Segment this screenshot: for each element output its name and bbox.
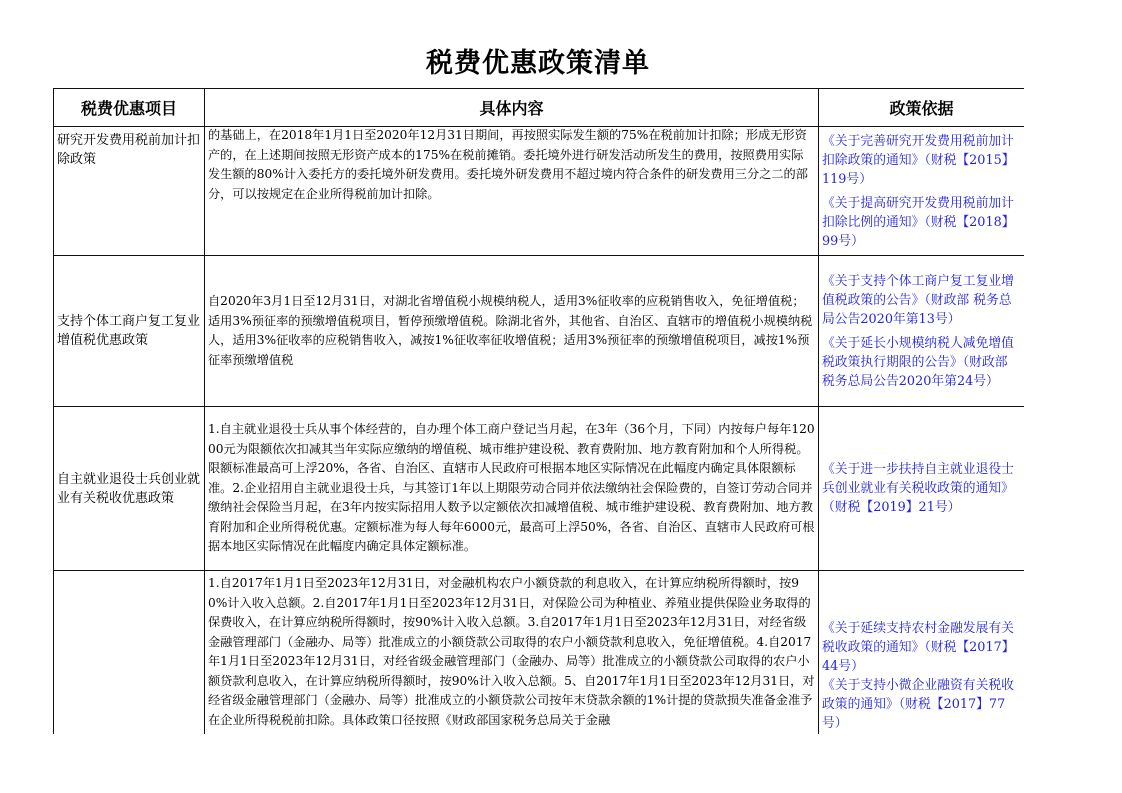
table-row [54, 127, 1025, 256]
column-header-content: 具体内容 [205, 89, 819, 127]
policy-content-text: 1.自2017年1月1日至2023年12月31日，对金融机构农户小额贷款的利息收入，在计算应纳税所得额时，按90%计入收入总额。2.自2017年1月1日至2023年12月31日，对保险公司为种植业、养殖业提供保险业务取得的保费收入，在计算应纳税所得额时，按90%计入收入总额。3.自2017年1月1日至2023年12月31日，对经省级金融管理部门（金融办、局等）批准成立的小额贷款公司取得的农户小额贷款利息收入，免征增值税。4.自2017年1月1日至2023年12月31日，对经省级金融管理部门（金融办、局等）批准成立的小额贷款公司取得的农户小额贷款利息收入，在计算应纳税所得额时，按90%计入收入总额。5、自2017年1月1日至2023年12月31日，对经省级金融管理部门（金融办、局等）批准成立的小额贷款公司按年末贷款余额的1%计提的贷款损失准备金准予在企业所得税税前扣除。具体政策口径按照《财政部国家税务总局关于金融 [208, 576, 815, 727]
policy-content-cell: 1.自主就业退役士兵从事个体经营的，自办理个体工商户登记当月起，在3年（36个月，下同）内按每户每年12000元为限额依次扣减其当年实际应缴纳的增值税、城市维护建设税、教育费附加、地方教育附加和个人所得税。限额标准最高可上浮20%，各省、自治区、直辖市人民政府可根据本地区实际情况在此幅度内确定具体限额标准。2.企业招用自主就业退役士兵，与其签订1年以上期限劳动合同并依法缴纳社会保险费的，自签订劳动合同并缴纳社会保险当月起，在3年内按实际招用人数予以定额依次扣减增值税、城市维护建设税、教育费附加、地方教育附加和企业所得税优惠。定额标准为每人每年6000元，最高可上浮50%，各省、自治区、直辖市人民政府可根据本地区实际情况在此幅度内确定具体定额标准。 [205, 407, 819, 571]
policy-item-cell: 支持个体工商户复工复业增值税优惠政策 [54, 256, 205, 407]
policy-content-cell: 自2020年3月1日至12月31日，对湖北省增值税小规模纳税人，适用3%征收率的应税销售收入，免征增值税；适用3%预征率的预缴增值税项目，暂停预缴增值税。除湖北省外，其他省、自治区、直辖市的增值税小规模纳税人，适用3%征收率的应税销售收入，减按1%征收率征收增值税；适用3%预征率的预缴增值税项目，减按1%预征率预缴增值税 [205, 256, 819, 407]
policy-content-cell [205, 571, 819, 735]
policy-basis-link[interactable]: 《关于提高研究开发费用税前加计扣除比例的通知》（财税【2018】99号） [822, 195, 1015, 249]
policy-basis-cell [819, 571, 1025, 735]
column-header-item: 税费优惠项目 [54, 89, 205, 127]
table-row [54, 407, 1025, 571]
policy-table [53, 88, 1024, 734]
policy-content-text: 的基础上，在2018年1月1日至2020年12月31日期间，再按照实际发生额的75%在税前加计扣除；形成无形资产的，在上述期间按照无形资产成本的175%在税前摊销。委托境外进行研发活动所发生的费用，按照费用实际发生额的80%计入委托方的委托境外研发费用。委托境外研发费用不超过境内符合条件的研发费用三分之二的部分，可以按规定在企业所得税前加计扣除。 [208, 128, 808, 201]
policy-basis-link[interactable]: 《关于进一步扶持自主就业退役士兵创业就业有关税收政策的通知》（财税【2019】21号） [822, 462, 1014, 515]
page-title: 税费优惠政策清单 [426, 48, 650, 79]
policy-basis-link[interactable]: 《关于延续支持农村金融发展有关税收政策的通知》（财税【2017】44号） [822, 621, 1015, 674]
policy-basis-cell [819, 127, 1025, 256]
policy-basis-link[interactable]: 《关于完善研究开发费用税前加计扣除政策的通知》（财税【2015】119号） [822, 133, 1015, 187]
policy-basis-link[interactable]: 《关于支持个体工商户复工复业增值税政策的公告》（财政部 税务总局公告2020年第13号） [822, 273, 1014, 327]
table-row [54, 256, 1025, 407]
policy-table-viewport [53, 88, 1024, 734]
policy-item-cell [54, 571, 205, 735]
policy-basis-link[interactable]: 《关于延长小规模纳税人减免增值税政策执行期限的公告》（财政部 税务总局公告2020年第24号） [822, 335, 1014, 389]
policy-basis-link[interactable]: 《关于支持小微企业融资有关税收政策的通知》（财税【2017】77号） [822, 678, 1014, 731]
table-header-row [54, 89, 1025, 127]
policy-item-cell: 自主就业退役士兵创业就业有关税收优惠政策 [54, 407, 205, 571]
policy-content-cell [205, 127, 819, 256]
policy-item-cell: 研究开发费用税前加计扣除政策 [54, 127, 205, 256]
table-row [54, 571, 1025, 735]
column-header-basis: 政策依据 [819, 89, 1025, 127]
policy-basis-cell [819, 256, 1025, 407]
policy-basis-cell [819, 407, 1025, 571]
